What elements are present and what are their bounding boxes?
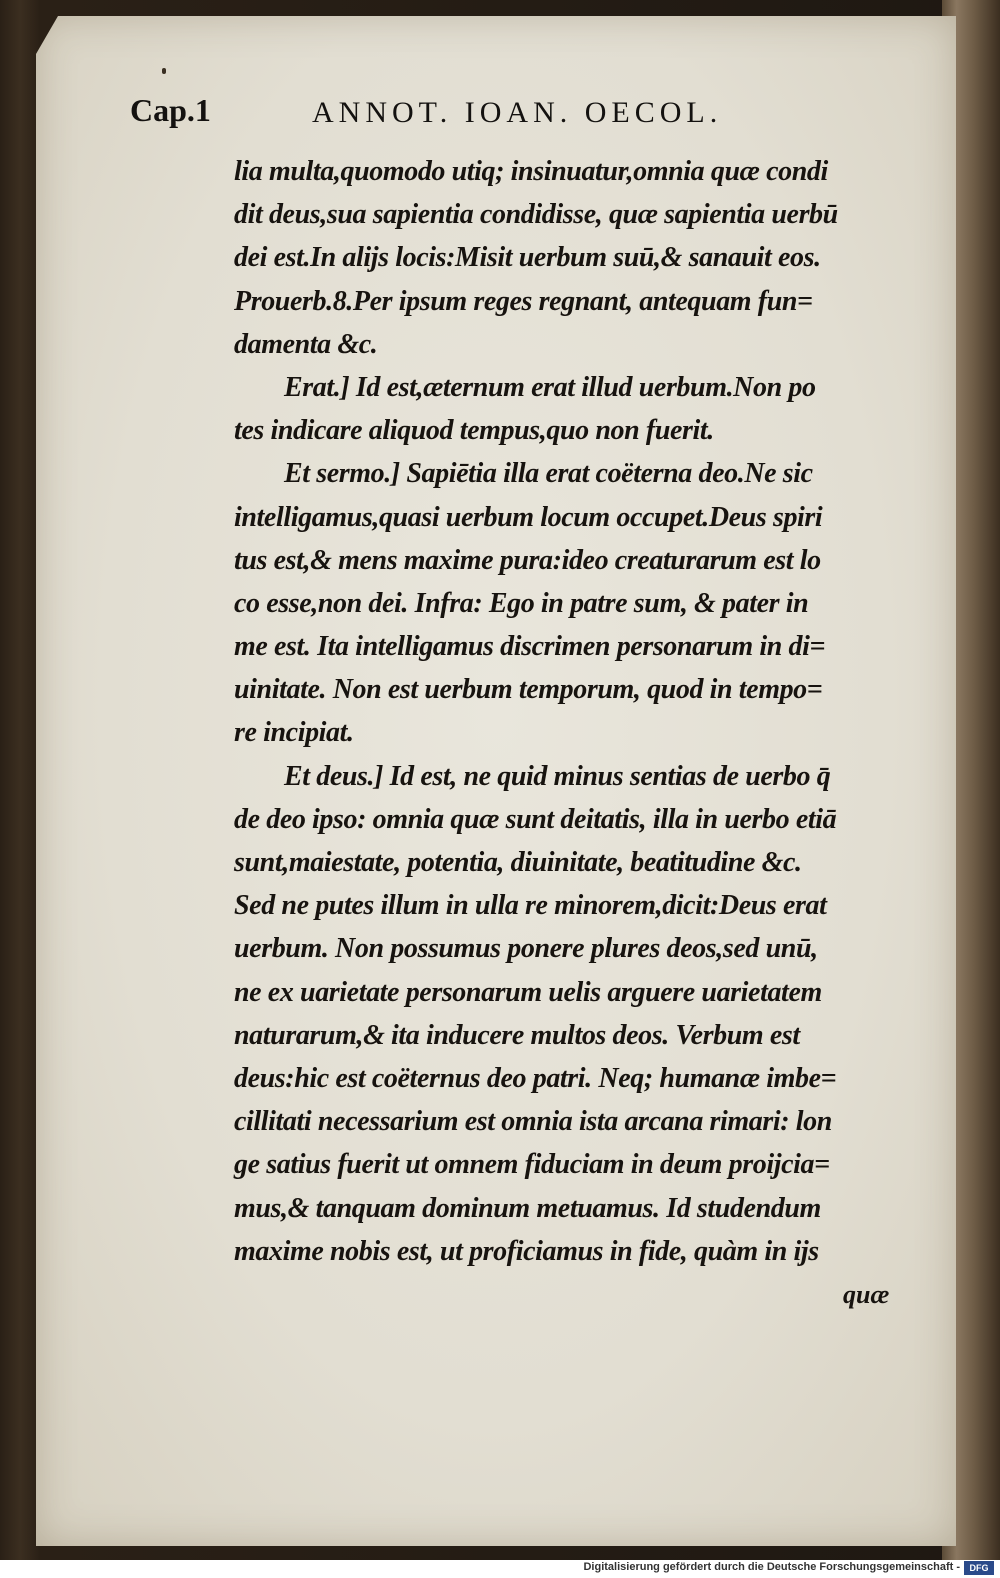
text-line: damenta &c. [234, 328, 378, 360]
funding-credit: Digitalisierung gefördert durch die Deutsche Forschungsgemeinschaft - [583, 1561, 960, 1573]
text-line: intelligamus,quasi uerbum locum occupet.Deus spiri [234, 501, 823, 533]
text-line: co esse,non dei. Infra: Ego in patre sum, & pater in [234, 587, 809, 619]
text-line: deus:hic est coëternus deo patri. Neq; humanæ imbe= [234, 1062, 837, 1094]
text-line: Et deus.] Id est, ne quid minus sentias de uerbo q̄ [284, 760, 831, 792]
dfg-logo: DFG [964, 1561, 994, 1575]
text-line: naturarum,& ita inducere multos deos. Verbum est [234, 1019, 800, 1051]
text-line: Erat.] Id est,æternum erat illud uerbum.Non po [284, 371, 816, 403]
text-line: uinitate. Non est uerbum temporum, quod in tempo= [234, 674, 823, 706]
text-line: tus est,& mens maxime pura:ideo creaturarum est lo [234, 544, 821, 576]
text-line: dei est.In alijs locis:Misit uerbum suū,& sanauit eos. [234, 242, 821, 274]
paper-speck [162, 68, 166, 74]
text-line: Sed ne putes illum in ulla re minorem,dicit:Deus erat [234, 890, 827, 922]
page-header [130, 92, 830, 136]
text-line: uerbum. Non possumus ponere plures deos,sed unū, [234, 933, 818, 965]
text-line: tes indicare aliquod tempus,quo non fuerit. [234, 415, 714, 447]
text-line: mus,& tanquam dominum metuamus. Id studendum [234, 1192, 821, 1224]
text-line: re incipiat. [234, 717, 354, 749]
running-head: ANNOT. IOAN. OECOL. [312, 96, 723, 129]
text-line: Et sermo.] Sapiētia illa erat coëterna deo.Ne sic [284, 458, 813, 490]
text-line: ge satius fuerit ut omnem fiduciam in deum proijcia= [234, 1149, 830, 1181]
text-line: maxime nobis est, ut proficiamus in fide, quàm in ijs [234, 1235, 819, 1267]
body-text [234, 150, 894, 1273]
text-line: cillitati necessarium est omnia ista arcana rimari: lon [234, 1106, 832, 1138]
text-line: de deo ipso: omnia quæ sunt deitatis, illa in uerbo etiā [234, 803, 837, 835]
text-line: lia multa,quomodo utiq; insinuatur,omnia quæ condi [234, 156, 828, 187]
text-line: ne ex uarietate personarum uelis arguere uarietatem [234, 976, 822, 1008]
catchword: quæ [843, 1280, 890, 1309]
text-line: dit deus,sua sapientia condidisse, quæ sapientia uerbū [234, 199, 838, 231]
text-line: Prouerb.8.Per ipsum reges regnant, antequam fun= [234, 285, 813, 317]
text-line: sunt,maiestate, potentia, diuinitate, beatitudine &c. [234, 847, 802, 878]
text-line: me est. Ita intelligamus discrimen personarum in di= [234, 631, 826, 663]
chapter-marker: Cap.1 [130, 92, 211, 128]
